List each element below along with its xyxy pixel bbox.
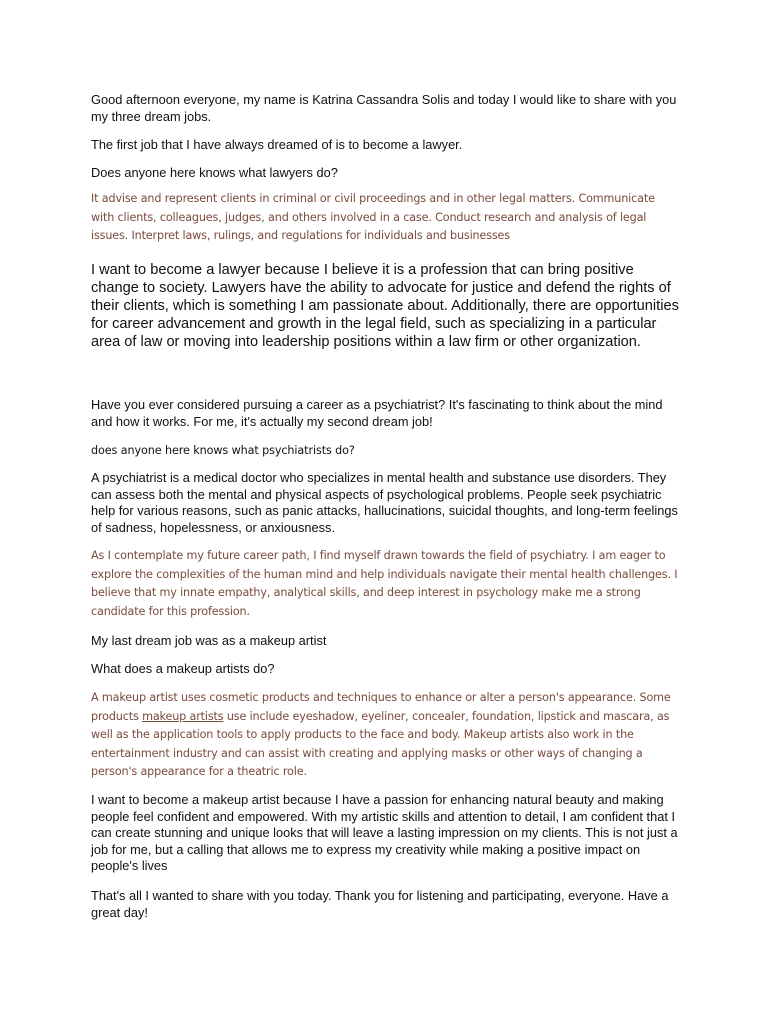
closing-paragraph: That's all I wanted to share with you today. Thank you for listening and participating, everyone. Have a great day!: [91, 888, 669, 920]
makeup-definition-text-2: use include eyeshadow, eyeliner, concealer, foundation, lipstick and mascara, as well as the application tools to apply products to the face and body. Makeup artists also work in the entertainment industry and can assist with creating and applying masks or other ways of changing a person's appearance for a theatric role.: [91, 709, 670, 778]
makeup-question: What does a makeup artists do?: [91, 661, 275, 676]
lawyer-question: Does anyone here knows what lawyers do?: [91, 165, 338, 180]
lawyer-definition: It advise and represent clients in criminal or civil proceedings and in other legal matters. Communicate with clients, colleagues, judges, and others involved in a case. Conduct research and analysis of legal issues. Interpret laws, rulings, and regulations for individuals and businesses: [91, 192, 655, 242]
greeting-paragraph: Good afternoon everyone, my name is Katrina Cassandra Solis and today I would like to share with you my three dream jobs.: [91, 92, 677, 124]
makeup-intro: My last dream job was as a makeup artist: [91, 633, 327, 648]
psychiatrist-definition: A psychiatrist is a medical doctor who specializes in mental health and substance use disorders. They can assess both the mental and physical aspects of psychological problems. People seek psychiatric help for various reasons, such as panic attacks, hallucinations, suicidal thoughts, and long-term feelings of sadness, hopelessness, or anxiousness.: [91, 470, 678, 535]
makeup-definition: [91, 689, 681, 782]
makeup-artists-link[interactable]: makeup artists: [142, 709, 224, 723]
makeup-reason: I want to become a makeup artist because I have a passion for enhancing natural beauty and making people feel confident and empowered. With my artistic skills and attention to detail, I am confident that I can create stunning and unique looks that will leave a lasting impression on my clients. This is not just a job for me, but a calling that allows me to express my creativity while making a positive impact on people's lives: [91, 792, 678, 873]
psychiatrist-question: does anyone here knows what psychiatrists do?: [91, 444, 355, 457]
lawyer-reason: I want to become a lawyer because I believe it is a profession that can bring positive change to society. Lawyers have the ability to advocate for justice and defend the rights of their clients, which is something I am passionate about. Additionally, there are opportunities for career advancement and growth in the legal field, such as specializing in a particular area of law or moving into leadership positions within a law firm or other organization.: [91, 262, 679, 350]
makeup-definition-text-1: A makeup artist uses cosmetic products and techniques to enhance or alter a person's appearance. Some products: [91, 691, 671, 723]
first-job-intro: The first job that I have always dreamed of is to become a lawyer.: [91, 137, 463, 152]
psychiatrist-reason: As I contemplate my future career path, I find myself drawn towards the field of psychiatry. I am eager to explore the complexities of the human mind and help individuals navigate their mental health challenges. I believe that my innate empathy, analytical skills, and deep interest in psychology make me a strong candidate for this profession.: [91, 549, 678, 618]
psychiatrist-intro: Have you ever considered pursuing a career as a psychiatrist? It's fascinating to think about the mind and how it works. For me, it's actually my second dream job!: [91, 397, 663, 429]
